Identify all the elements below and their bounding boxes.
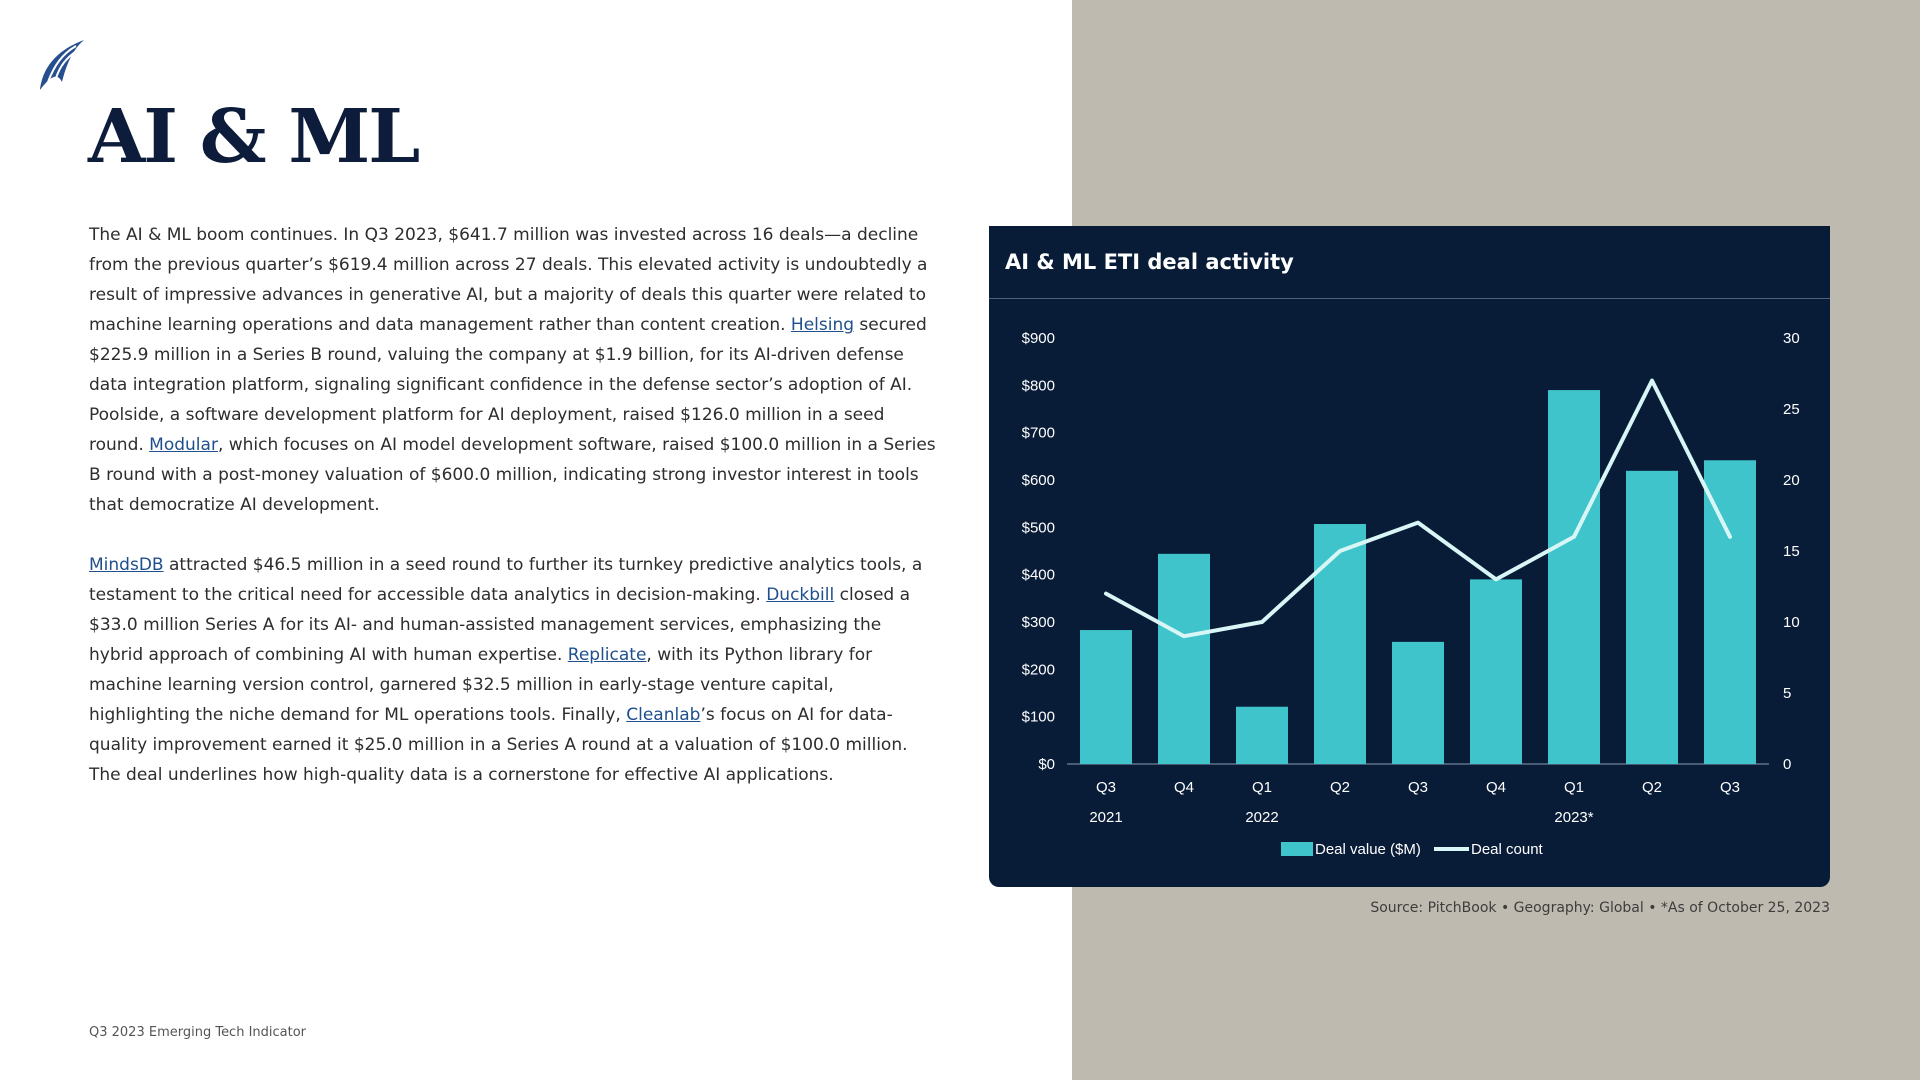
x-tick-label: Q4: [1485, 779, 1507, 796]
company-link-replicate[interactable]: Replicate: [567, 645, 647, 665]
company-link-modular[interactable]: Modular: [149, 435, 218, 455]
x-tick-label: Q3: [1407, 779, 1429, 796]
body-text-segment: , which focuses on AI model development software, raised $100.0 million in a Series B round with a post-money valuation of $600.0 million, indicating strong investor interest in tools that democratize AI development.: [89, 435, 936, 515]
body-paragraph-2: [89, 550, 939, 790]
y-right-tick-label: 20: [1783, 472, 1800, 489]
company-link-helsing[interactable]: Helsing: [790, 315, 855, 335]
bar-deal-value: [1314, 524, 1366, 764]
y-right-tick-label: 0: [1783, 756, 1792, 773]
x-tick-label: Q3: [1719, 779, 1741, 796]
company-link-mindsdb[interactable]: MindsDB: [89, 555, 164, 575]
y-left-tick-label: $600: [1021, 472, 1055, 489]
y-right-tick-label: 10: [1783, 614, 1800, 631]
y-right-tick-label: 5: [1783, 685, 1792, 702]
y-left-tick-label: $0: [1038, 756, 1055, 773]
body-text-segment: ’s focus on AI for data-quality improvement earned it $25.0 million in a Series A round at a valuation of $100.0 million. The deal underlines how high-quality data is a cornerstone for effective AI applications.: [89, 705, 908, 785]
legend-label-deal-count: Deal count: [1471, 841, 1543, 858]
bar-deal-value: [1470, 579, 1522, 764]
body-text-segment: , with its Python library for machine learning version control, garnered $32.5 million in early-stage venture capital, highlighting the niche demand for ML operations tools. Finally,: [89, 645, 873, 725]
x-year-label: 2023*: [1554, 809, 1594, 826]
footer-label: Q3 2023 Emerging Tech Indicator: [89, 1025, 307, 1040]
bar-deal-value: [1392, 642, 1444, 764]
body-text-segment: closed a $33.0 million Series A for its AI- and human-assisted management services, emphasizing the hybrid approach of combining AI with human expertise.: [89, 585, 911, 665]
deal-activity-chart: [989, 226, 1830, 887]
x-tick-label: Q2: [1641, 779, 1663, 796]
x-year-label: 2021: [1089, 809, 1123, 826]
source-note: Source: PitchBook • Geography: Global • *As of October 25, 2023: [1370, 900, 1830, 916]
y-left-tick-label: $800: [1021, 377, 1055, 395]
y-left-tick-label: $400: [1021, 566, 1055, 584]
legend-swatch-deal-value: [1281, 842, 1313, 856]
chart-title: AI & ML ETI deal activity: [1005, 250, 1294, 274]
body-text-segment: attracted $46.5 million in a seed round to further its turnkey predictive analytics tools, a testament to the critical need for accessible data analytics in decision-making.: [89, 555, 923, 605]
x-tick-label: Q3: [1095, 779, 1117, 796]
sail-logo-icon: [36, 38, 86, 90]
y-right-tick-label: 30: [1783, 330, 1800, 347]
body-paragraph-1: [89, 220, 939, 520]
y-left-tick-label: $300: [1021, 614, 1055, 631]
y-left-tick-label: $100: [1021, 708, 1055, 726]
bar-deal-value: [1080, 630, 1132, 764]
bar-deal-value: [1236, 707, 1288, 764]
x-tick-label: Q1: [1563, 779, 1585, 796]
company-link-cleanlab[interactable]: Cleanlab: [626, 705, 701, 725]
bar-deal-value: [1158, 554, 1210, 764]
x-tick-label: Q1: [1251, 779, 1273, 796]
x-tick-label: Q2: [1329, 779, 1351, 796]
y-left-tick-label: $500: [1021, 519, 1055, 537]
chart-card: [989, 226, 1830, 887]
y-left-tick-label: $200: [1021, 661, 1055, 679]
x-tick-label: Q4: [1173, 779, 1195, 796]
page-title: AI & ML: [88, 94, 419, 180]
body-text-segment: secured $225.9 million in a Series B round, valuing the company at $1.9 billion, for its AI-driven defense data integration platform, signaling significant confidence in the defense sector’s adoption of AI. Poolside, a software development platform for AI deployment, raised $126.0 million in a seed round.: [89, 315, 927, 455]
bar-deal-value: [1626, 471, 1678, 764]
y-left-tick-label: $900: [1021, 330, 1055, 347]
bar-deal-value: [1548, 390, 1600, 764]
bar-deal-value: [1704, 460, 1756, 764]
body-text-segment: The AI & ML boom continues. In Q3 2023, $641.7 million was invested across 16 deals—a decline from the previous quarter’s $619.4 million across 27 deals. This elevated activity is undoubtedly a result of impressive advances in generative AI, but a majority of deals this quarter were related to machine learning operations and data management rather than content creation.: [89, 225, 928, 335]
y-right-tick-label: 15: [1783, 543, 1800, 560]
y-left-tick-label: $700: [1021, 424, 1055, 442]
body-text: [89, 220, 939, 820]
y-right-tick-label: 25: [1783, 401, 1800, 418]
company-link-duckbill[interactable]: Duckbill: [766, 585, 835, 605]
legend-label-deal-value: Deal value ($M): [1315, 841, 1421, 858]
x-year-label: 2022: [1245, 809, 1279, 826]
